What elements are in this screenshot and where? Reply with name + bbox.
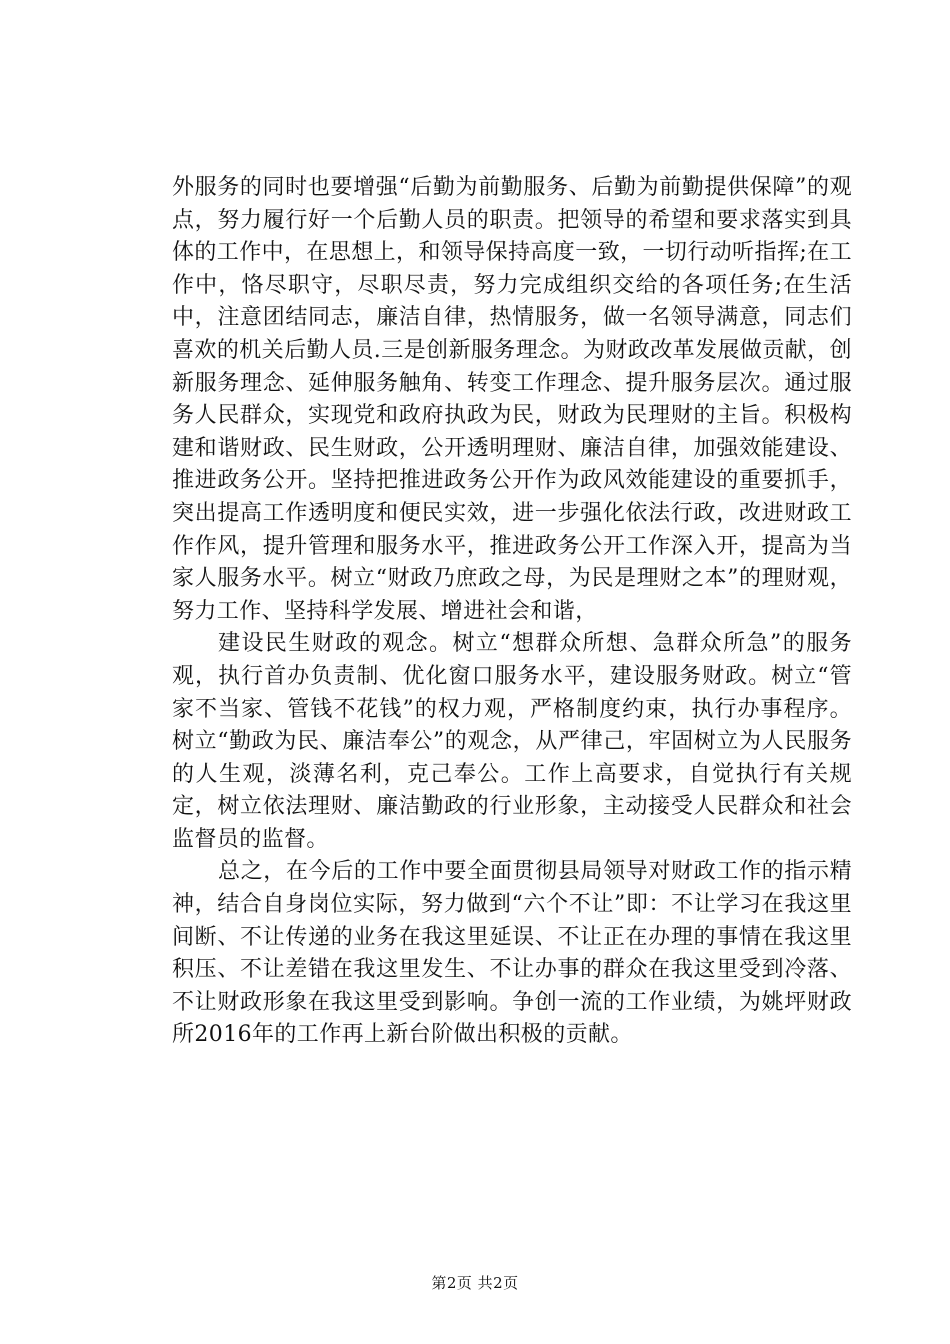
page-number-footer: 第2页 共2页 (431, 1274, 519, 1292)
paragraph-people-finance: 建设民生财政的观念。树立“想群众所想、急群众所急”的服务观，执行首办负责制、优化窗口服务水平，建设服务财政。树立“管家不当家、管钱不花钱”的权力观，严格制度约束，执行办事程序。树立“勤政为民、廉洁奉公”的观念，从严律己，牢固树立为人民服务的人生观，淡薄名利，克己奉公。工作上高要求，自觉执行有关规定，树立依法理财、廉洁勤政的行业形象，主动接受人民群众和社会监督员的监督。 (172, 631, 852, 852)
paragraph-conclusion: 总之，在今后的工作中要全面贯彻县局领导对财政工作的指示精神，结合自身岗位实际，努力做到“六个不让”即：不让学习在我这里间断、不让传递的业务在我这里延误、不让正在办理的事情在我这里积压、不让差错在我这里发生、不让办事的群众在我这里受到冷落、不让财政形象在我这里受到影响。争创一流的工作业绩，为姚坪财政所2016年的工作再上新台阶做出积极的贡献。 (172, 859, 852, 1048)
document-body (172, 172, 852, 1052)
paragraph-continuation: 外服务的同时也要增强“后勤为前勤服务、后勤为前勤提供保障”的观点，努力履行好一个后勤人员的职责。把领导的希望和要求落实到具体的工作中，在思想上，和领导保持高度一致，一切行动听指挥;在工作中，恪尽职守，尽职尽责，努力完成组织交给的各项任务;在生活中，注意团结同志，廉洁自律，热情服务，做一名领导满意，同志们喜欢的机关后勤人员.三是创新服务理念。为财政改革发展做贡献，创新服务理念、延伸服务触角、转变工作理念、提升服务层次。通过服务人民群众，实现党和政府执政为民，财政为民理财的主旨。积极构建和谐财政、民生财政，公开透明理财、廉洁自律，加强效能建设、推进政务公开。坚持把推进政务公开作为政风效能建设的重要抓手，突出提高工作透明度和便民实效，进一步强化依法行政，改进财政工作作风，提升管理和服务水平，推进政务公开工作深入开，提高为当家人服务水平。树立“财政乃庶政之母，为民是理财之本”的理财观，努力工作、坚持科学发展、增进社会和谐， (172, 175, 852, 624)
